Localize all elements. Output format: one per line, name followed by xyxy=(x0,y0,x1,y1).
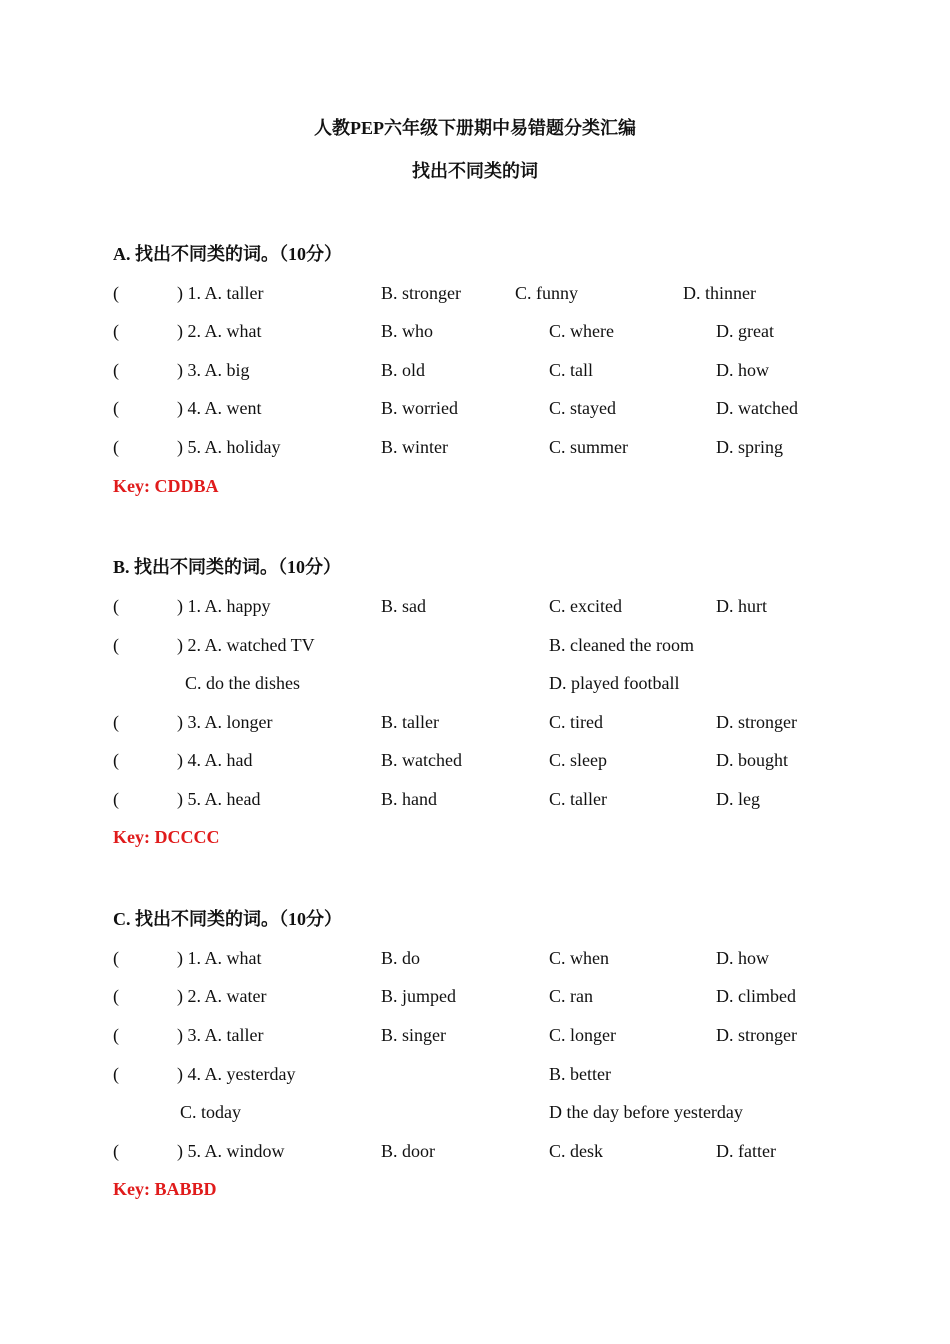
question-1-option-d: D. how xyxy=(716,948,769,968)
question-2-option-a: ) 2. A. what xyxy=(177,321,262,341)
question-1-option-a: ) 1. A. taller xyxy=(177,283,264,303)
question-5-option-a: ) 5. A. head xyxy=(177,789,261,809)
question-1-option-c: C. when xyxy=(549,948,609,968)
question-5-option-c: C. taller xyxy=(549,789,607,809)
question-2-option-c: C. ran xyxy=(549,986,593,1006)
section-b-heading: B. 找出不同类的词。（10分） xyxy=(113,557,342,577)
question-3-option-d: D. stronger xyxy=(716,712,797,732)
question-3-option-c: C. tired xyxy=(549,712,603,732)
document-title: 人教PEP六年级下册期中易错题分类汇编 xyxy=(314,118,636,138)
question-4-option-c: C. today xyxy=(180,1102,241,1122)
question-5-option-c: C. summer xyxy=(549,437,628,457)
question-3-option-c: C. tall xyxy=(549,360,593,380)
section-a-heading: A. 找出不同类的词。（10分） xyxy=(113,244,342,264)
question-1-option-b: B. stronger xyxy=(381,283,461,303)
question-2-option-d: D. climbed xyxy=(716,986,796,1006)
question-4-option-d: D the day before yesterday xyxy=(549,1102,743,1122)
question-3-option-d: D. stronger xyxy=(716,1025,797,1045)
question-2-option-d: D. great xyxy=(716,321,774,341)
question-1-option-a: ) 1. A. happy xyxy=(177,596,271,616)
question-2-option-a: ) 2. A. watched TV xyxy=(177,635,315,655)
question-5-option-b: B. door xyxy=(381,1141,435,1161)
question-1-option-b: B. sad xyxy=(381,596,426,616)
question-4-option-c: C. stayed xyxy=(549,398,616,418)
question-3-option-b: B. singer xyxy=(381,1025,446,1045)
question-4-option-a: ) 4. A. went xyxy=(177,398,262,418)
question-4-option-b: B. better xyxy=(549,1064,611,1084)
question-2-option-b: B. jumped xyxy=(381,986,456,1006)
answer-key-c: Key: BABBD xyxy=(113,1179,217,1199)
document-subtitle: 找出不同类的词 xyxy=(412,161,538,181)
question-5-option-a: ) 5. A. holiday xyxy=(177,437,281,457)
question-1-option-d: D. thinner xyxy=(683,283,756,303)
question-4-option-a: ) 4. A. had xyxy=(177,750,253,770)
answer-paren: ( xyxy=(113,986,119,1006)
question-5-option-d: D. leg xyxy=(716,789,760,809)
answer-paren: ( xyxy=(113,635,119,655)
answer-paren: ( xyxy=(113,596,119,616)
question-4-option-b: B. worried xyxy=(381,398,458,418)
question-1-option-c: C. excited xyxy=(549,596,622,616)
answer-paren: ( xyxy=(113,1064,119,1084)
answer-paren: ( xyxy=(113,948,119,968)
question-5-option-a: ) 5. A. window xyxy=(177,1141,285,1161)
question-5-option-b: B. hand xyxy=(381,789,437,809)
question-3-option-c: C. longer xyxy=(549,1025,616,1045)
answer-paren: ( xyxy=(113,1141,119,1161)
answer-paren: ( xyxy=(113,283,119,303)
question-1-option-c: C. funny xyxy=(515,283,578,303)
question-2-option-b: B. cleaned the room xyxy=(549,635,694,655)
answer-paren: ( xyxy=(113,1025,119,1045)
question-1-option-d: D. hurt xyxy=(716,596,767,616)
answer-key-b: Key: DCCCC xyxy=(113,827,220,847)
question-3-option-d: D. how xyxy=(716,360,769,380)
answer-paren: ( xyxy=(113,360,119,380)
answer-paren: ( xyxy=(113,437,119,457)
question-2-option-a: ) 2. A. water xyxy=(177,986,267,1006)
question-5-option-d: D. fatter xyxy=(716,1141,776,1161)
answer-key-a: Key: CDDBA xyxy=(113,476,219,496)
question-4-option-d: D. watched xyxy=(716,398,798,418)
section-c-heading: C. 找出不同类的词。（10分） xyxy=(113,909,342,929)
question-4-option-c: C. sleep xyxy=(549,750,607,770)
question-2-option-c: C. do the dishes xyxy=(185,673,300,693)
question-3-option-a: ) 3. A. big xyxy=(177,360,250,380)
question-2-option-b: B. who xyxy=(381,321,434,341)
question-1-option-a: ) 1. A. what xyxy=(177,948,262,968)
answer-paren: ( xyxy=(113,789,119,809)
question-5-option-d: D. spring xyxy=(716,437,783,457)
question-1-option-b: B. do xyxy=(381,948,421,968)
question-5-option-c: C. desk xyxy=(549,1141,603,1161)
question-3-option-b: B. old xyxy=(381,360,426,380)
question-5-option-b: B. winter xyxy=(381,437,448,457)
question-4-option-a: ) 4. A. yesterday xyxy=(177,1064,296,1084)
question-4-option-b: B. watched xyxy=(381,750,462,770)
question-3-option-b: B. taller xyxy=(381,712,439,732)
answer-paren: ( xyxy=(113,750,119,770)
answer-paren: ( xyxy=(113,398,119,418)
answer-paren: ( xyxy=(113,712,119,732)
question-4-option-d: D. bought xyxy=(716,750,788,770)
question-3-option-a: ) 3. A. longer xyxy=(177,712,273,732)
question-3-option-a: ) 3. A. taller xyxy=(177,1025,264,1045)
question-2-option-d: D. played football xyxy=(549,673,680,693)
answer-paren: ( xyxy=(113,321,119,341)
question-2-option-c: C. where xyxy=(549,321,614,341)
